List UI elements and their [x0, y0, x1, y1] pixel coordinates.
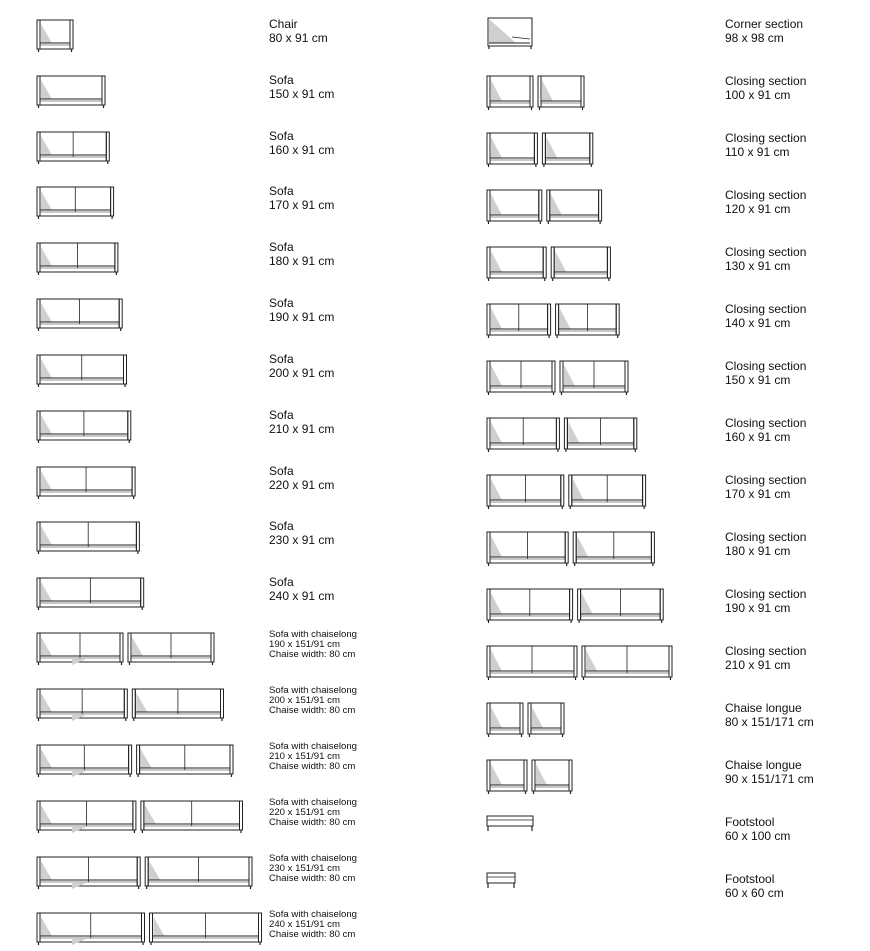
closing-right-part	[569, 475, 646, 509]
item-label	[725, 17, 803, 45]
item-label	[269, 240, 334, 268]
item-label	[725, 701, 814, 729]
item-dimensions: 220 x 151/91 cm	[269, 807, 340, 819]
item-dimensions: 180 x 91 cm	[725, 544, 791, 559]
item-label	[725, 416, 806, 444]
furniture-drawing	[486, 188, 606, 226]
sofa-drawing	[36, 409, 134, 445]
item-note: Chaise width: 80 cm	[269, 705, 356, 717]
closing-section-drawing	[486, 644, 676, 682]
furniture-drawing	[486, 416, 641, 454]
sofa-shape	[37, 76, 105, 108]
closing-section-drawing	[486, 131, 597, 169]
sofa-drawing	[36, 297, 125, 333]
item-label	[269, 73, 334, 101]
furniture-drawing	[486, 644, 676, 682]
furniture-drawing	[36, 18, 76, 54]
furniture-drawing	[36, 185, 117, 221]
sofa-drawing	[36, 353, 130, 389]
sofa-part	[37, 857, 140, 889]
item-dimensions: 200 x 151/91 cm	[269, 695, 340, 707]
closing-left-part	[487, 133, 537, 167]
item-title: Closing section	[725, 587, 807, 601]
closing-right-part	[556, 304, 620, 338]
furniture-drawing	[36, 799, 247, 835]
item-label	[269, 630, 357, 660]
furniture-drawing	[36, 465, 138, 501]
item-note: Chaise width: 80 cm	[269, 929, 356, 941]
chaise-part	[128, 633, 214, 665]
item-label	[269, 464, 334, 492]
item-label	[269, 17, 328, 45]
item-title: Sofa	[269, 408, 294, 422]
chaise-sofa-drawing	[36, 631, 218, 667]
item-dimensions: 90 x 151/171 cm	[725, 772, 814, 787]
chaise-left-part	[487, 703, 523, 737]
item-label	[725, 188, 806, 216]
chaise-sofa-drawing	[36, 687, 228, 723]
item-title: Sofa with chaiselong	[269, 741, 357, 752]
furniture-drawing	[36, 687, 228, 723]
furniture-drawing	[486, 131, 597, 169]
item-label	[269, 184, 334, 212]
item-title: Sofa	[269, 575, 294, 589]
furniture-drawing	[36, 911, 266, 947]
furniture-drawing	[486, 701, 568, 739]
footstool-drawing	[486, 815, 536, 835]
chaise-left-part	[487, 760, 527, 794]
closing-section-drawing	[486, 245, 614, 283]
chaise-part	[132, 689, 223, 721]
item-dimensions: 120 x 91 cm	[725, 202, 791, 217]
item-label	[269, 352, 334, 380]
item-title: Sofa	[269, 129, 294, 143]
furniture-drawing	[486, 302, 623, 340]
closing-section-drawing	[486, 188, 606, 226]
chaise-part	[145, 857, 252, 889]
sofa-part	[37, 913, 145, 945]
item-title: Corner section	[725, 17, 804, 31]
item-dimensions: 210 x 151/91 cm	[269, 751, 340, 763]
sofa-part	[37, 745, 132, 777]
item-label	[725, 359, 806, 387]
item-title: Sofa	[269, 352, 294, 366]
sofa-shape	[37, 411, 131, 443]
furniture-drawing	[36, 297, 125, 333]
sofa-drawing	[36, 576, 147, 612]
sofa-part	[37, 801, 136, 833]
item-note: Chaise width: 80 cm	[269, 873, 356, 885]
chaise-part	[141, 801, 243, 833]
item-label	[725, 587, 806, 615]
closing-left-part	[487, 418, 559, 452]
closing-section-drawing	[486, 473, 650, 511]
sofa-shape	[37, 132, 109, 164]
sofa-shape	[37, 578, 144, 610]
closing-section-drawing	[486, 416, 641, 454]
furniture-drawing	[486, 758, 576, 796]
sofa-drawing	[36, 241, 121, 277]
corner-drawing	[486, 17, 536, 51]
furniture-drawing	[36, 74, 108, 110]
item-dimensions: 160 x 91 cm	[269, 143, 335, 158]
item-dimensions: 130 x 91 cm	[725, 259, 791, 274]
chaise-sofa-drawing	[36, 799, 247, 835]
closing-right-part	[542, 133, 592, 167]
item-label	[269, 129, 334, 157]
closing-left-part	[487, 304, 551, 338]
item-title: Closing section	[725, 74, 807, 88]
furniture-drawing	[36, 520, 142, 556]
item-title: Sofa with chaiselong	[269, 629, 357, 640]
item-title: Sofa with chaiselong	[269, 685, 357, 696]
item-title: Sofa	[269, 464, 294, 478]
chaise-right-part	[528, 703, 564, 737]
chaise-longue-drawing	[486, 701, 568, 739]
furniture-drawing	[486, 245, 614, 283]
item-label	[725, 74, 806, 102]
item-dimensions: 230 x 151/91 cm	[269, 863, 340, 875]
closing-right-part	[578, 589, 664, 623]
furniture-drawing	[36, 631, 218, 667]
closing-section-drawing	[486, 530, 658, 568]
item-title: Sofa	[269, 296, 294, 310]
item-label	[269, 910, 357, 940]
furniture-drawing	[36, 576, 147, 612]
item-dimensions: 150 x 91 cm	[269, 87, 335, 102]
item-title: Closing section	[725, 131, 807, 145]
sofa-shape	[37, 299, 122, 331]
chaise-part	[137, 745, 233, 777]
closing-left-part	[487, 76, 533, 110]
item-title: Sofa	[269, 184, 294, 198]
item-label	[725, 473, 806, 501]
item-dimensions: 230 x 91 cm	[269, 533, 335, 548]
item-label	[725, 872, 784, 900]
item-label	[725, 245, 806, 273]
sofa-shape	[37, 467, 135, 499]
item-title: Chaise longue	[725, 758, 802, 772]
furniture-drawing	[486, 74, 588, 112]
item-label	[269, 296, 334, 324]
item-title: Closing section	[725, 188, 807, 202]
item-title: Closing section	[725, 302, 807, 316]
item-dimensions: 100 x 91 cm	[725, 88, 791, 103]
item-label	[725, 131, 806, 159]
item-title: Sofa	[269, 240, 294, 254]
item-note: Chaise width: 80 cm	[269, 761, 356, 773]
sofa-drawing	[36, 185, 117, 221]
chaise-sofa-drawing	[36, 911, 266, 947]
closing-right-part	[582, 646, 672, 680]
furniture-drawing	[486, 587, 667, 625]
closing-right-part	[547, 190, 602, 224]
closing-left-part	[487, 190, 542, 224]
closing-left-part	[487, 589, 573, 623]
item-title: Closing section	[725, 359, 807, 373]
item-title: Sofa with chaiselong	[269, 909, 357, 920]
chaise-sofa-drawing	[36, 743, 237, 779]
chair-drawing	[36, 18, 76, 54]
item-label	[269, 408, 334, 436]
item-title: Sofa	[269, 73, 294, 87]
item-dimensions: 220 x 91 cm	[269, 478, 335, 493]
item-dimensions: 240 x 91 cm	[269, 589, 335, 604]
closing-left-part	[487, 361, 555, 395]
closing-left-part	[487, 646, 577, 680]
closing-section-drawing	[486, 74, 588, 112]
item-dimensions: 240 x 151/91 cm	[269, 919, 340, 931]
furniture-drawing	[486, 815, 536, 835]
item-dimensions: 170 x 91 cm	[725, 487, 791, 502]
footstool-shape	[487, 873, 515, 888]
furniture-drawing	[36, 130, 112, 166]
item-label	[725, 758, 814, 786]
item-label	[725, 302, 806, 330]
closing-left-part	[487, 475, 564, 509]
furniture-drawing	[486, 359, 632, 397]
closing-right-part	[551, 247, 610, 281]
chaise-right-part	[532, 760, 572, 794]
item-title: Sofa with chaiselong	[269, 853, 357, 864]
chaise-sofa-drawing	[36, 855, 256, 891]
closing-left-part	[487, 247, 546, 281]
sofa-drawing	[36, 74, 108, 110]
item-label	[269, 742, 357, 772]
item-dimensions: 80 x 151/171 cm	[725, 715, 814, 730]
item-title: Footstool	[725, 815, 775, 829]
item-note: Chaise width: 80 cm	[269, 649, 356, 661]
sofa-shape	[37, 243, 118, 275]
item-label	[269, 686, 357, 716]
item-note: Chaise width: 80 cm	[269, 817, 356, 829]
corner-shape	[488, 18, 532, 49]
furniture-drawing	[486, 17, 536, 51]
furniture-drawing	[486, 473, 650, 511]
item-title: Closing section	[725, 473, 807, 487]
item-label	[269, 519, 334, 547]
item-dimensions: 160 x 91 cm	[725, 430, 791, 445]
furniture-drawing	[486, 530, 658, 568]
item-dimensions: 60 x 100 cm	[725, 829, 791, 844]
item-label	[725, 815, 790, 843]
closing-right-part	[560, 361, 628, 395]
furniture-drawing	[36, 409, 134, 445]
item-label	[269, 854, 357, 884]
footstool-shape	[487, 816, 533, 831]
item-dimensions: 210 x 91 cm	[725, 658, 791, 673]
item-dimensions: 190 x 91 cm	[269, 310, 335, 325]
sofa-drawing	[36, 520, 142, 556]
sofa-drawing	[36, 465, 138, 501]
item-label	[725, 644, 806, 672]
item-dimensions: 190 x 151/91 cm	[269, 639, 340, 651]
sofa-shape	[37, 522, 139, 554]
furniture-drawing	[36, 241, 121, 277]
item-dimensions: 98 x 98 cm	[725, 31, 784, 46]
furniture-drawing	[36, 855, 256, 891]
closing-section-drawing	[486, 359, 632, 397]
closing-section-drawing	[486, 587, 667, 625]
item-title: Chaise longue	[725, 701, 802, 715]
closing-right-part	[564, 418, 636, 452]
sofa-shape	[37, 187, 114, 219]
item-label	[269, 575, 334, 603]
item-label	[725, 530, 806, 558]
item-dimensions: 180 x 91 cm	[269, 254, 335, 269]
item-title: Sofa	[269, 519, 294, 533]
furniture-drawing	[36, 743, 237, 779]
furniture-drawing	[36, 353, 130, 389]
chaise-longue-drawing	[486, 758, 576, 796]
item-dimensions: 80 x 91 cm	[269, 31, 328, 46]
item-dimensions: 170 x 91 cm	[269, 198, 335, 213]
item-title: Closing section	[725, 530, 807, 544]
item-dimensions: 60 x 60 cm	[725, 886, 784, 901]
item-dimensions: 190 x 91 cm	[725, 601, 791, 616]
item-dimensions: 110 x 91 cm	[725, 145, 790, 160]
closing-right-part	[538, 76, 584, 110]
item-title: Chair	[269, 17, 298, 31]
sofa-drawing	[36, 130, 112, 166]
furniture-drawing	[486, 872, 518, 892]
item-dimensions: 150 x 91 cm	[725, 373, 791, 388]
item-dimensions: 210 x 91 cm	[269, 422, 335, 437]
item-title: Closing section	[725, 416, 807, 430]
item-dimensions: 200 x 91 cm	[269, 366, 335, 381]
item-title: Closing section	[725, 644, 807, 658]
item-title: Footstool	[725, 872, 775, 886]
chair-shape	[37, 20, 73, 52]
item-title: Closing section	[725, 245, 807, 259]
closing-left-part	[487, 532, 568, 566]
footstool-drawing	[486, 872, 518, 892]
item-dimensions: 140 x 91 cm	[725, 316, 791, 331]
item-title: Sofa with chaiselong	[269, 797, 357, 808]
closing-right-part	[573, 532, 654, 566]
closing-section-drawing	[486, 302, 623, 340]
chaise-part	[150, 913, 262, 945]
item-label	[269, 798, 357, 828]
sofa-shape	[37, 355, 127, 387]
